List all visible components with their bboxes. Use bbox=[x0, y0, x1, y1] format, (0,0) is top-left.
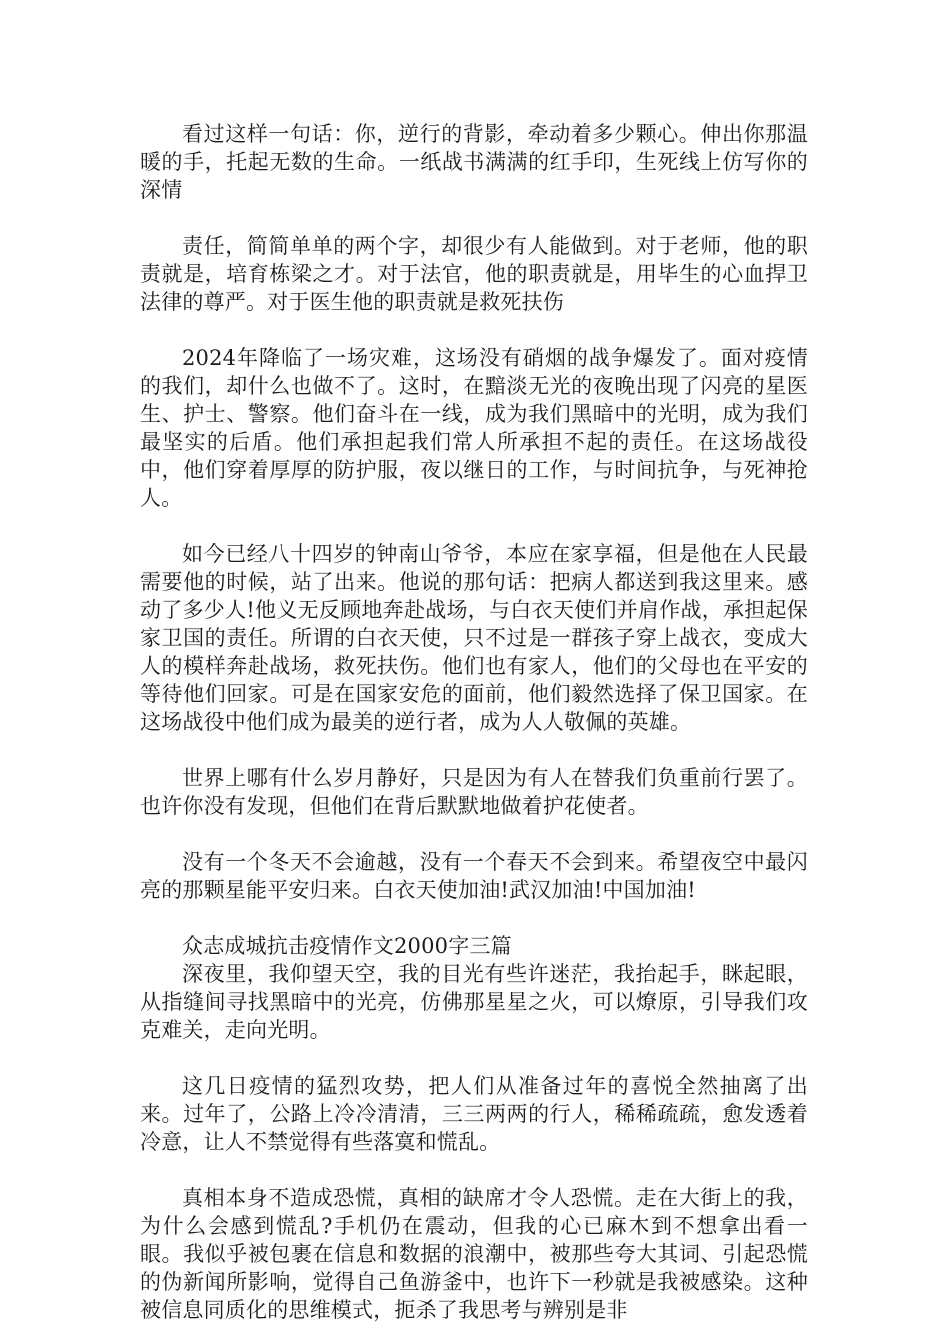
section-paragraph-2: 这几日疫情的猛烈攻势，把人们从准备过年的喜悦全然抽离了出来。过年了，公路上冷冷清清，三三两两的行人，稀稀疏疏，愈发透着冷意，让人不禁觉得有些落寞和慌乱。 bbox=[140, 1074, 808, 1154]
section-title: 众志成城抗击疫情作文2000字三篇 bbox=[182, 934, 512, 958]
section-paragraph-3: 真相本身不造成恐慌，真相的缺席才令人恐慌。走在大街上的我，为什么会感到慌乱?手机仍在震动，但我的心已麻木到不想拿出看一眼。我似乎被包裹在信息和数据的浪潮中，被那些夸大其词、引起恐慌的伪新闻所影响，觉得自己鱼游釜中，也许下一秒就是我被感染。这种被信息同质化的思维模式，扼杀了我思考与辨别是非 bbox=[140, 1186, 808, 1322]
paragraph-2: 责任，简简单单的两个字，却很少有人能做到。对于老师，他的职责就是，培育栋梁之才。对于法官，他的职责就是，用毕生的心血捍卫法律的尊严。对于医生他的职责就是救死扶伤 bbox=[140, 234, 808, 314]
paragraph-5: 世界上哪有什么岁月静好，只是因为有人在替我们负重前行罢了。也许你没有发现，但他们在背后默默地做着护花使者。 bbox=[140, 766, 808, 818]
section-paragraph-1: 深夜里，我仰望天空，我的目光有些许迷茫，我抬起手，眯起眼，从指缝间寻找黑暗中的光亮，仿佛那星星之火，可以燎原，引导我们攻克难关，走向光明。 bbox=[140, 962, 808, 1042]
paragraph-1: 看过这样一句话：你，逆行的背影，牵动着多少颗心。伸出你那温暖的手，托起无数的生命。一纸战书满满的红手印，生死线上仿写你的深情 bbox=[140, 122, 808, 202]
paragraph-6: 没有一个冬天不会逾越，没有一个春天不会到来。希望夜空中最闪亮的那颗星能平安归来。白衣天使加油!武汉加油!中国加油! bbox=[140, 850, 808, 902]
document-body bbox=[140, 120, 808, 1324]
paragraph-4: 如今已经八十四岁的钟南山爷爷，本应在家享福，但是他在人民最需要他的时候，站了出来。他说的那句话：把病人都送到我这里来。感动了多少人!他义无反顾地奔赴战场，与白衣天使们并肩作战，承担起保家卫国的责任。所谓的白衣天使，只不过是一群孩子穿上战衣，变成大人的模样奔赴战场，救死扶伤。他们也有家人，他们的父母也在平安的等待他们回家。可是在国家安危的面前，他们毅然选择了保卫国家。在这场战役中他们成为最美的逆行者，成为人人敬佩的英雄。 bbox=[140, 542, 808, 734]
paragraph-3: 2024年降临了一场灾难，这场没有硝烟的战争爆发了。面对疫情的我们，却什么也做不了。这时，在黯淡无光的夜晚出现了闪亮的星医生、护士、警察。他们奋斗在一线，成为我们黑暗中的光明，成为我们最坚实的后盾。他们承担起我们常人所承担不起的责任。在这场战役中，他们穿着厚厚的防护服，夜以继日的工作，与时间抗争，与死神抢人。 bbox=[140, 346, 808, 510]
